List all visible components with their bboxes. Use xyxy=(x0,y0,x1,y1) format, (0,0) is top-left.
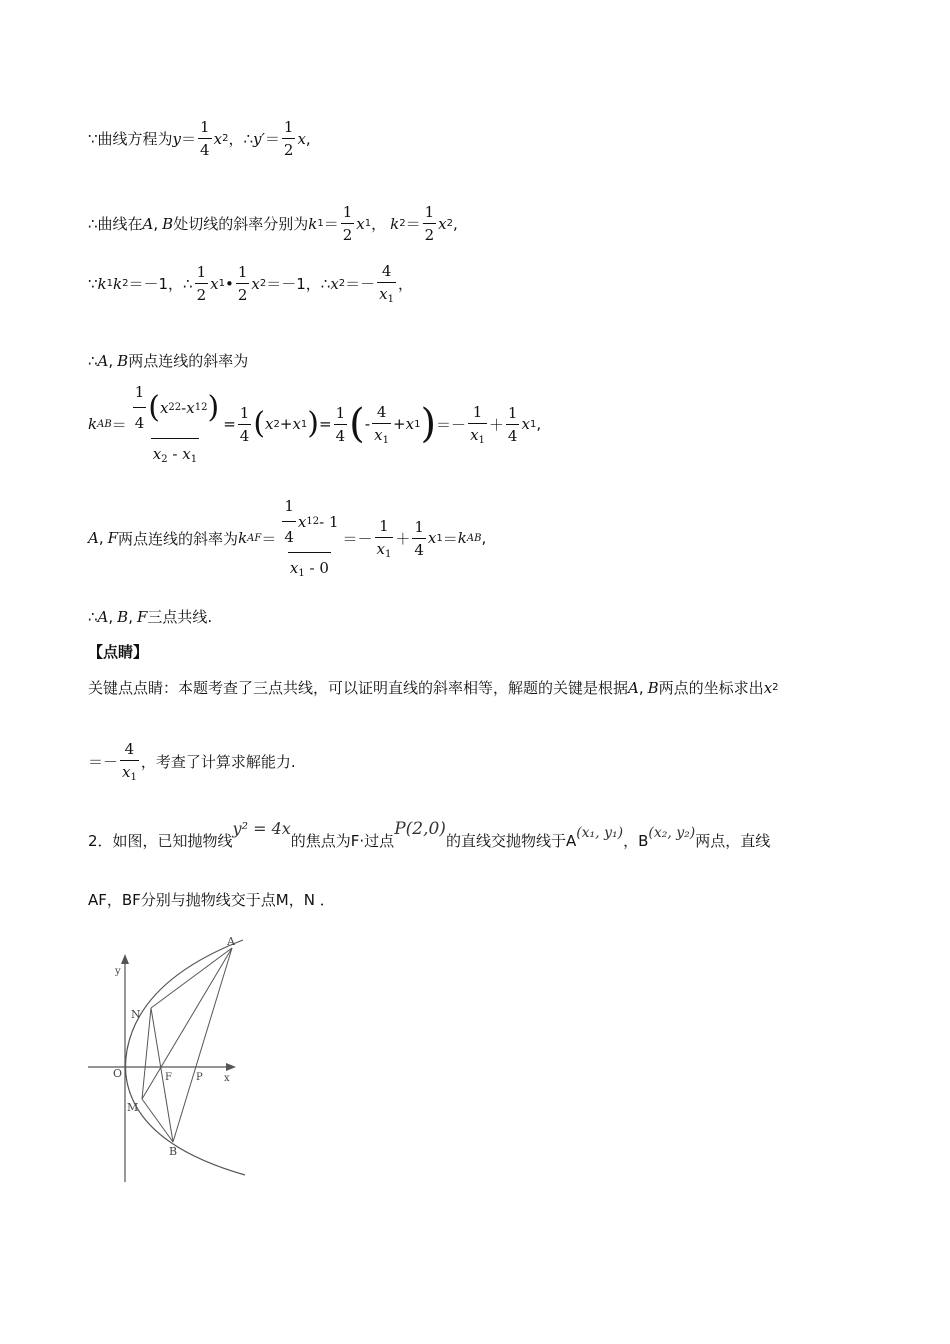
point-p: P(2,0) xyxy=(394,818,446,839)
coord-a: (x₁, y₁) xyxy=(576,824,624,841)
text-key-point: 关键点点睛：本题考查了三点共线，可以证明直线的斜率相等，解题的关键是根据 xyxy=(88,679,629,697)
question-2-line-1 xyxy=(88,818,771,851)
section-heading: 【点睛】 xyxy=(88,643,149,661)
label-o: O xyxy=(113,1067,123,1080)
tangent-slopes-line: ∴曲线在 A , B 处切线的斜率分别为 k 1 ＝ $\frac{1}{2}$ x 1 ， k 2 ＝ $\frac{1}{2}$ x 2 , xyxy=(88,203,458,244)
line-an xyxy=(151,948,232,1008)
text-tangent-slopes: 处切线的斜率分别为 xyxy=(173,215,309,233)
text-minus-one-therefore: ＝－1，∴ xyxy=(266,275,331,293)
text-therefore-2: ∴ xyxy=(88,351,98,370)
label-n: N xyxy=(131,1008,141,1021)
line-ab xyxy=(173,948,232,1142)
key-point-line: 关键点点睛：本题考查了三点共线，可以证明直线的斜率相等，解题的关键是根据 A , B 两点的坐标求出 x 2 xyxy=(88,678,779,697)
label-f: F xyxy=(165,1072,172,1083)
text-because: ∵ xyxy=(88,274,98,293)
label-m: M xyxy=(127,1101,139,1114)
text-therefore: ∴ xyxy=(243,129,253,148)
slope-af-formula: A , F 两点连线的斜率为 k AF ＝ $\frac{1}{4}$ x 1 2 - 1 $x_1 - 0$ ＝－ $\frac{1}{x_1}$ ＋ $\frac{1}{4}$ x 1 ＝ k AB , xyxy=(88,497,487,579)
perpendicular-line: ∵ k 1 k 2 ＝－1，∴ $\frac{1}{2}$ x 1 • $\frac{1}{2}$ x 2 ＝－1，∴ x 2 ＝－ $\frac{4}{x_1}$ ， xyxy=(88,262,414,305)
text-product-minus-one: ＝－1，∴ xyxy=(128,275,193,293)
collinear-conclusion: ∴ A , B , F 三点共线. xyxy=(88,607,213,626)
text-collinear: 三点共线. xyxy=(147,608,213,626)
label-y: y xyxy=(115,966,121,977)
parabola-curve xyxy=(126,940,246,1175)
text-curve-eq-intro: ∵曲线方程为 xyxy=(88,130,173,148)
parabola-diagram xyxy=(80,930,255,1185)
text-q2-b: ，B xyxy=(623,832,649,850)
text-q2-suffix: 两点，直线 xyxy=(695,832,771,850)
y-axis-arrow xyxy=(121,954,129,964)
fraction-one-half: $\frac{1}{2}$ xyxy=(283,118,294,159)
text-af-slope: 两点连线的斜率为 xyxy=(118,529,239,548)
label-b: B xyxy=(169,1145,178,1158)
question-2-line-2: AF，BF分别与抛物线交于点M，N ． xyxy=(88,891,335,909)
label-a: A xyxy=(227,935,235,948)
text-therefore-3: ∴ xyxy=(88,607,98,626)
text-q2-focus: 的焦点为F·过点 xyxy=(290,832,395,850)
key-point-continuation: ＝－ $\frac{4}{x_1}$ ，考查了计算求解能力. xyxy=(88,740,296,783)
text-coordinates: 两点的坐标求出 xyxy=(658,679,764,697)
text-q2-prefix: 2．如图，已知抛物线 xyxy=(88,832,233,850)
derivative-line: ∵曲线方程为 y ＝ $\frac{1}{4}$ x 2 ， ∴ y′ ＝ $\frac{1}{2}$ x , xyxy=(88,118,311,159)
slope-ab-intro: ∴ A , B 两点连线的斜率为 xyxy=(88,351,249,370)
label-p: P xyxy=(196,1072,203,1083)
coord-b: (x₂, y₂) xyxy=(648,824,696,841)
label-x: x xyxy=(224,1073,230,1084)
text-slope-of-line: 两点连线的斜率为 xyxy=(128,352,249,370)
text-q2-intersect: 的直线交抛物线于A xyxy=(445,832,577,850)
parabola-figure xyxy=(80,930,255,1185)
text-curve-at: ∴曲线在 xyxy=(88,215,143,233)
x-axis-arrow xyxy=(226,1063,236,1071)
line-am xyxy=(142,948,232,1099)
slope-ab-formula: k AB ＝ $\frac{1}{4}$ ( x 2 2 - x 1 2 ) $x_2 - x_1$ = $\frac{1}{4}$ ( x 2 + x 1 ) = $\frac{1}{4}$ ( - $\frac{4}{x_1}$ + x 1 ) ＝－ $\frac{1}{x_1}$ ＋ $\frac{1}{4}$ x 1 , xyxy=(88,383,542,465)
text-ability: ，考查了计算求解能力. xyxy=(140,753,296,771)
fraction-one-quarter: $\frac{1}{4}$ xyxy=(200,118,210,159)
equation-parabola: y² = 4x xyxy=(232,819,291,838)
